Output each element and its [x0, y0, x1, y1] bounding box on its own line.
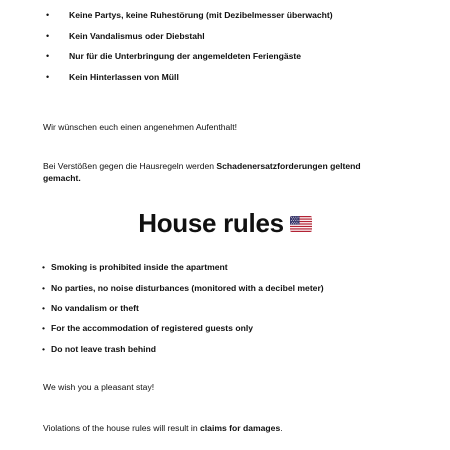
english-violation-text: Violations of the house rules will result in claims for damages. — [43, 423, 283, 433]
bullet-icon: • — [42, 323, 46, 333]
bullet-icon: • — [42, 283, 46, 293]
german-wish-text: Wir wünschen euch einen angenehmen Aufenthalt! — [43, 122, 237, 132]
bullet-icon: • — [42, 344, 46, 354]
bullet-icon: • — [42, 303, 46, 313]
bullet-icon: • — [42, 262, 46, 272]
german-violation-text: Bei Verstößen gegen die Hausregeln werden Schadenersatzforderungen geltend gemacht. — [43, 161, 361, 183]
english-wish-text: We wish you a pleasant stay! — [43, 382, 155, 392]
bullet-icon: • — [46, 31, 50, 41]
bullet-icon: • — [46, 10, 50, 20]
bullet-icon: • — [46, 51, 50, 61]
us-flag-icon — [290, 208, 312, 239]
bullet-icon: • — [46, 72, 50, 82]
house-rules-document: • Keine Partys, keine Ruhestörung (mit Dezibelmesser überwacht) • Kein Vandalismus oder Diebstahl • Nur für die Unterbringung der angemeldeten Feriengäste • Kein Hinterlassen von Müll Wir wünschen euch einen angenehmen Aufenthalt! Bei Verstößen gegen die Hausregeln werden Schadenersatzforderungen geltend gemacht. House rules • Smoking is prohibited inside the apartment • No parties, no noise disturbances (monitored with a decibel meter) • No vandalism or theft • For the accommodation of registered guests only • Do not leave trash behind We wish you a pleasant stay! Violations of the house rules will result in claims for damages. — [0, 0, 450, 450]
page-title: House rules — [0, 208, 450, 241]
